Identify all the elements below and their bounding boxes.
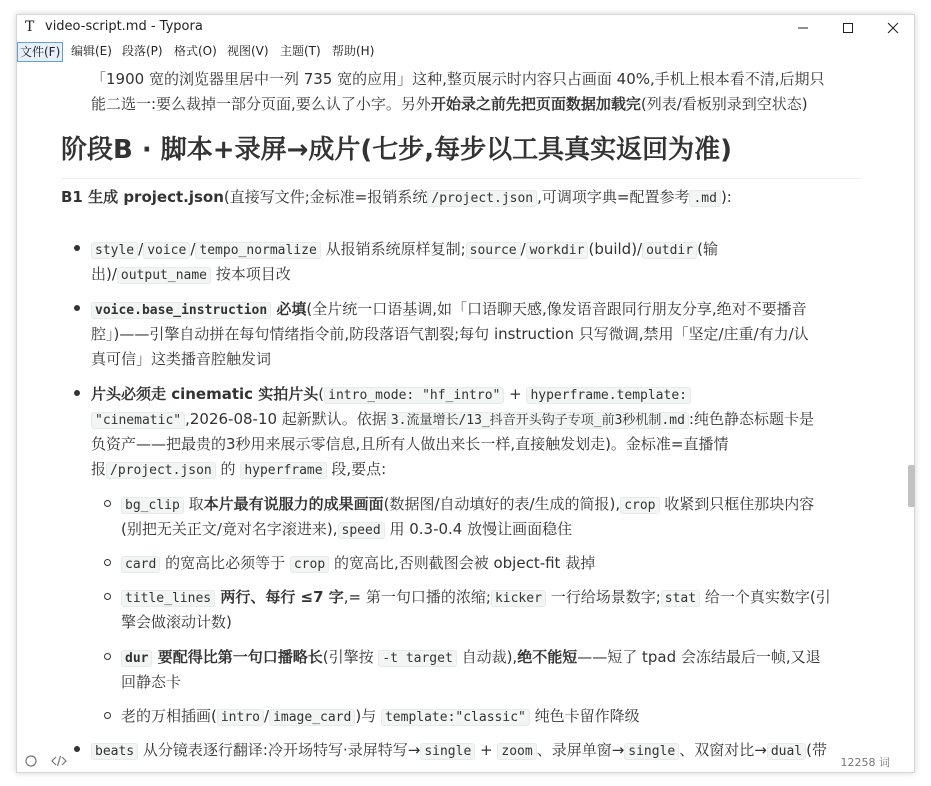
text-span: 自动裁), bbox=[456, 648, 518, 666]
sub-list-bullet bbox=[104, 559, 111, 566]
inline-code: beats bbox=[91, 743, 138, 760]
bold-text: 片头必须走 cinematic 实拍片头 bbox=[91, 385, 319, 403]
text-span: 老的万相插画( bbox=[121, 707, 217, 725]
inline-code: workdir bbox=[526, 242, 589, 259]
text-span: 按本项目改 bbox=[211, 265, 291, 283]
inline-code: crop bbox=[290, 556, 329, 573]
sub-list-bullet bbox=[104, 712, 111, 719]
inline-code: single bbox=[420, 743, 475, 760]
inline-code: intro bbox=[217, 709, 264, 726]
text-span: ,2026-08-10 起新默认。依据 bbox=[185, 410, 387, 428]
text-span: 收紧到只框住那块内容 bbox=[659, 495, 815, 513]
menu-bar bbox=[17, 41, 914, 63]
sub-list-bullet bbox=[104, 653, 111, 660]
text-span: / bbox=[520, 240, 526, 258]
inline-code: speed bbox=[338, 522, 385, 539]
list-bullet bbox=[74, 305, 80, 311]
circle-icon bbox=[23, 753, 39, 769]
editor-content[interactable] bbox=[17, 63, 905, 759]
menu-view[interactable]: 视图(V) bbox=[227, 44, 269, 58]
list-item-1-line-2 bbox=[91, 262, 291, 288]
text-span: (全片统一口语基调,如「口语聊天感,像发语音跟同行朋友分享,绝对不要播音 bbox=[306, 300, 807, 318]
inline-code: card bbox=[121, 556, 160, 573]
text-span: 纯色卡留作降级 bbox=[529, 707, 640, 725]
text-span: :纯色静态标题卡是 bbox=[688, 410, 814, 428]
text-span: ,= 第一句口播的浓缩; bbox=[343, 588, 491, 606]
text-span: (直接写文件;金标准=报销系统 bbox=[223, 188, 428, 206]
close-icon bbox=[888, 23, 898, 33]
vertical-scrollbar-thumb[interactable] bbox=[908, 465, 915, 507]
text-span: (输 bbox=[697, 240, 718, 258]
inline-code: voice bbox=[143, 242, 190, 259]
list-item-3-line-1 bbox=[91, 382, 691, 408]
text-span: ( bbox=[318, 385, 325, 403]
text-span: 出)/ bbox=[91, 265, 117, 283]
inline-code: hyperframe bbox=[240, 462, 326, 479]
text-span: ,可调项字典=配置参考 bbox=[537, 188, 690, 206]
inline-code: intro_mode: "hf_intro" bbox=[324, 387, 504, 404]
bold-text: 必填 bbox=[271, 300, 307, 318]
heading-divider bbox=[61, 178, 861, 179]
bold-text: 两行、每行 ≤7 字 bbox=[215, 588, 344, 606]
status-bar bbox=[17, 749, 914, 773]
bold-text: 开始录之前先把页面数据加载完 bbox=[430, 95, 641, 113]
text-span: 、录屏单窗→ bbox=[536, 741, 625, 759]
text-span: + bbox=[504, 385, 527, 403]
b1-paragraph bbox=[61, 185, 732, 211]
text-span: / bbox=[190, 240, 196, 258]
sub-item-4-line-2: 回静态卡 bbox=[121, 673, 182, 691]
inline-code: tempo_normalize bbox=[195, 242, 320, 259]
maximize-button[interactable] bbox=[825, 15, 871, 41]
text-span: (数据图/自动填好的表/生成的简报), bbox=[383, 495, 621, 513]
inline-code: title_lines bbox=[121, 590, 215, 607]
sub-list-bullet bbox=[104, 500, 111, 507]
text-span: 从分镜表逐行翻译:冷开场特写·录屏特写→ bbox=[138, 741, 421, 759]
inline-code: single bbox=[624, 743, 679, 760]
close-button[interactable] bbox=[870, 15, 916, 41]
text-span: 给一个真实数字(引 bbox=[700, 588, 831, 606]
list-bullet bbox=[74, 390, 80, 396]
bold-text: 要配得比第一句口播略长 bbox=[152, 648, 323, 666]
text-span: 的宽高比必须等于 bbox=[160, 554, 290, 572]
list-bullet bbox=[74, 245, 80, 251]
sub-item-3-line-1 bbox=[121, 585, 831, 611]
list-item-3-line-2 bbox=[91, 407, 814, 433]
text-span: 用 0.3-0.4 放慢让画面稳住 bbox=[384, 520, 573, 538]
inline-code: dur bbox=[121, 650, 152, 667]
text-span: )与 bbox=[355, 707, 381, 725]
typora-window bbox=[16, 14, 915, 773]
inline-code: -t target bbox=[378, 650, 456, 667]
text-span: ): bbox=[720, 188, 732, 206]
text-span: 段,要点: bbox=[326, 460, 387, 478]
sub-item-5 bbox=[121, 704, 640, 730]
list-item-3-line-4 bbox=[91, 457, 386, 483]
list-item-2-line-1 bbox=[91, 297, 807, 323]
bold-text: 绝不能短 bbox=[517, 648, 578, 666]
text-span: 报 bbox=[91, 460, 107, 478]
menu-theme[interactable]: 主题(T) bbox=[280, 44, 321, 58]
inline-code: source bbox=[466, 242, 521, 259]
source-code-mode-button[interactable] bbox=[51, 753, 67, 769]
text-span: ——短了 tpad 会冻结最后一帧,又退 bbox=[577, 648, 821, 666]
sub-item-1-line-1 bbox=[121, 492, 814, 518]
inline-code: outdir bbox=[642, 242, 697, 259]
text-span: 取 bbox=[183, 495, 204, 513]
inline-code: bg_clip bbox=[121, 497, 184, 514]
intro-line-1: 「1900 宽的浏览器里居中一列 735 宽的应用」这种,整页展示时内容只占画面 40%,手机上根本看不清,后期只 bbox=[91, 70, 825, 88]
list-item-1-line-1 bbox=[91, 237, 718, 263]
inline-code: voice.base_instruction bbox=[91, 302, 271, 319]
menu-help[interactable]: 帮助(H) bbox=[332, 44, 375, 58]
text-span: 能二选一:要么裁掉一部分页面,要么认了小字。另外 bbox=[91, 95, 431, 113]
intro-line-2 bbox=[91, 92, 808, 116]
menu-edit[interactable]: 编辑(E) bbox=[71, 44, 112, 58]
inline-code: kicker bbox=[491, 590, 546, 607]
sub-item-2 bbox=[121, 551, 595, 577]
window-title: video-script.md - Typora bbox=[45, 19, 203, 34]
outline-toggle-button[interactable] bbox=[23, 753, 39, 769]
sub-item-1-line-2 bbox=[121, 517, 572, 543]
text-span: / bbox=[264, 707, 270, 725]
text-span: 、双窗对比→ bbox=[679, 741, 767, 759]
sub-item-4-line-1 bbox=[121, 645, 821, 671]
list-item-2-line-3: 真可信」这类播音腔触发词 bbox=[91, 350, 272, 368]
sub-list-bullet bbox=[104, 593, 111, 600]
text-span: 的 bbox=[215, 460, 241, 478]
bold-text: 本片最有说服力的成果画面 bbox=[203, 495, 384, 513]
inline-code: .md bbox=[689, 190, 720, 207]
word-count[interactable]: 12258 词 bbox=[840, 756, 890, 769]
bold-text: B1 生成 project.json bbox=[61, 188, 224, 206]
minimize-button[interactable] bbox=[780, 15, 826, 41]
list-item-2-line-2: 腔」)——引擎自动拼在每句情绪指令前,防段落语气割裂;每句 instruction 只写微调,禁用「坚定/庄重/有力/认 bbox=[91, 325, 809, 343]
inline-code: image_card bbox=[269, 709, 355, 726]
text-span: (列表/看板别录到空状态) bbox=[640, 95, 808, 113]
typora-app-icon: T bbox=[25, 19, 35, 35]
text-span: + bbox=[475, 741, 498, 759]
list-item-3-line-3: 负资产——把最贵的3秒用来展示零信息,且所有人做出来长一样,直接触发划走)。金标准=直播情 bbox=[91, 435, 729, 453]
inline-code: zoom bbox=[497, 743, 536, 760]
section-heading: 阶段B · 脚本+录屏→成片(七步,每步以工具真实返回为准) bbox=[61, 135, 733, 165]
inline-code: output_name bbox=[117, 267, 211, 284]
menu-format[interactable]: 格式(O) bbox=[174, 44, 217, 58]
inline-code: stat bbox=[661, 590, 700, 607]
inline-code: /project.json bbox=[106, 462, 216, 479]
text-span: 一行给场景数字; bbox=[545, 588, 661, 606]
text-span: (build)/ bbox=[588, 240, 643, 258]
menu-file[interactable]: 文件(F) bbox=[17, 42, 63, 62]
inline-code: crop bbox=[620, 497, 659, 514]
text-span: 从报销系统原样复制; bbox=[320, 240, 466, 258]
title-bar bbox=[17, 15, 914, 41]
text-span: / bbox=[138, 240, 144, 258]
text-span: 的宽高比,否则截图会被 object-fit 裁掉 bbox=[329, 554, 596, 572]
text-span: (别把无关正文/竟对名字滚进来), bbox=[121, 520, 338, 538]
inline-code: "cinematic" bbox=[91, 412, 185, 429]
text-span: (带 bbox=[806, 741, 827, 759]
minimize-icon bbox=[798, 23, 808, 33]
text-span: (引擎按 bbox=[322, 648, 379, 666]
inline-code: hyperframe.template: bbox=[526, 387, 691, 404]
inline-code: style bbox=[91, 242, 138, 259]
inline-code: template:"classic" bbox=[381, 709, 530, 726]
inline-code: dual bbox=[767, 743, 806, 760]
inline-code: /project.json bbox=[427, 190, 537, 207]
code-icon bbox=[51, 753, 67, 769]
maximize-icon bbox=[843, 23, 853, 33]
sub-item-3-line-2: 擎会做滚动计数) bbox=[121, 613, 232, 631]
menu-paragraph[interactable]: 段落(P) bbox=[122, 44, 163, 58]
inline-code: 3.流量增长/13_抖音开头钩子专项_前3秒机制.md bbox=[387, 412, 689, 429]
